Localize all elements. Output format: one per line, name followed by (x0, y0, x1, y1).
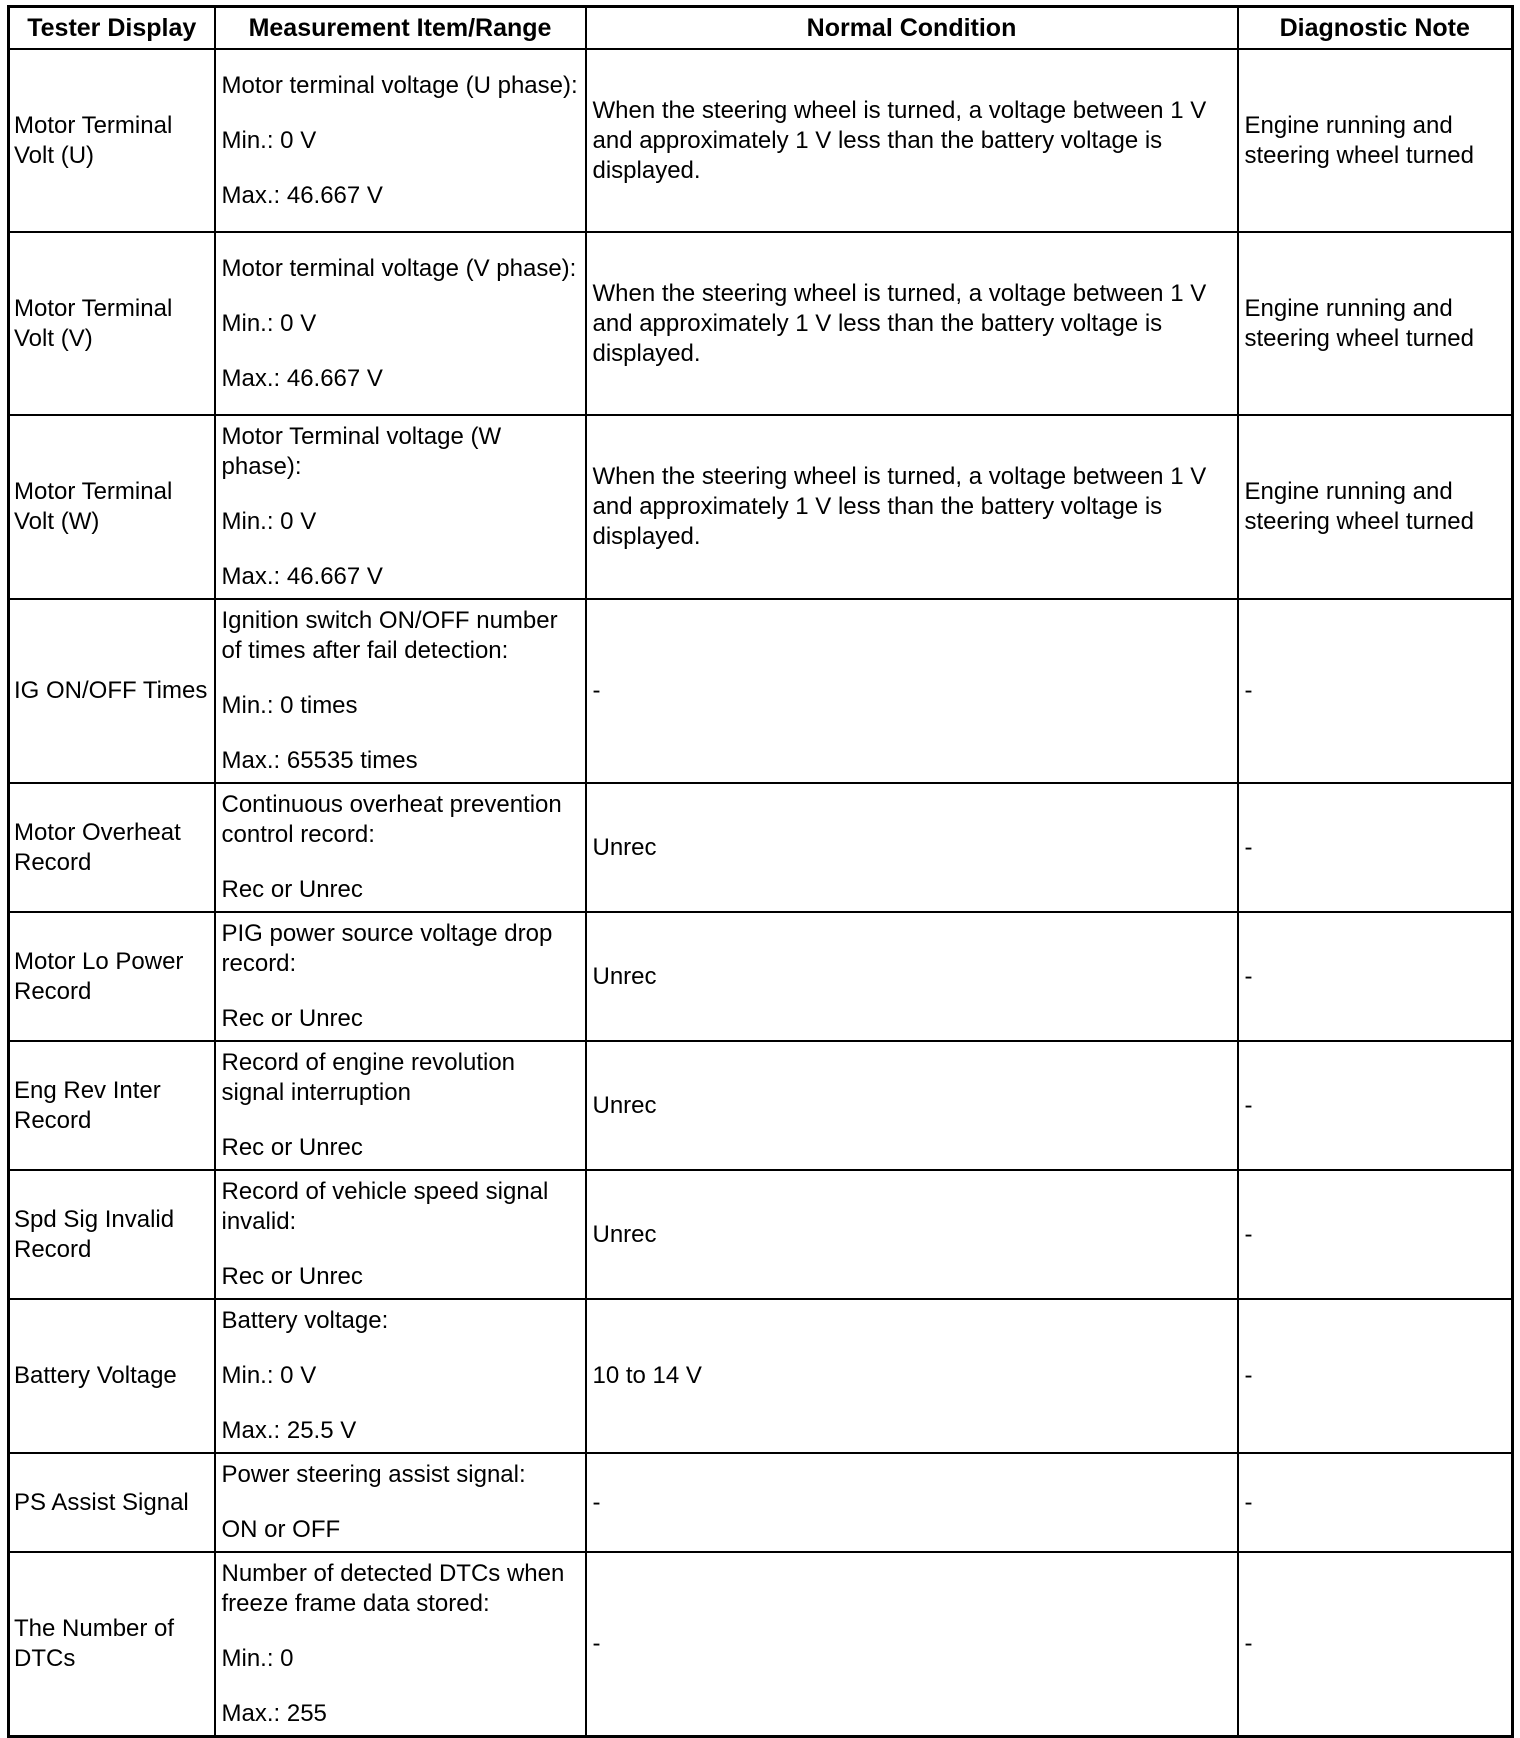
measurement-line: Max.: 25.5 V (221, 1417, 357, 1444)
spec-document (7, 5, 1511, 1738)
measurement-line: Min.: 0 V (221, 126, 317, 154)
measurement-line: PIG power source voltage drop record: (221, 920, 553, 977)
measurement-line: Number of detected DTCs when freeze frame data stored: (221, 1560, 565, 1617)
measurement-line: Record of vehicle speed signal invalid: (221, 1178, 549, 1235)
normal-condition-cell: - (586, 1453, 1238, 1552)
measurement-line: Power steering assist signal: (221, 1461, 526, 1488)
tester-display-cell: Eng Rev Inter Record (9, 1041, 215, 1170)
measurement-line: Max.: 46.667 V (221, 563, 383, 590)
header-tester-display: Tester Display (9, 7, 215, 50)
diagnostic-note-cell: - (1238, 1299, 1513, 1453)
measurement-line: Ignition switch ON/OFF number of times after fail detection: (221, 607, 558, 664)
measurement-line: Rec or Unrec (221, 1134, 363, 1161)
measurement-line: Min.: 0 V (221, 508, 317, 535)
normal-condition-cell: When the steering wheel is turned, a voltage between 1 V and approximately 1 V less than the battery voltage is displayed. (586, 232, 1238, 415)
normal-condition-cell: When the steering wheel is turned, a voltage between 1 V and approximately 1 V less than the battery voltage is displayed. (586, 49, 1238, 232)
diagnostic-note-cell: - (1238, 783, 1513, 912)
normal-condition-cell: Unrec (586, 1041, 1238, 1170)
normal-condition-cell: Unrec (586, 912, 1238, 1041)
diagnostic-note-cell: Engine running and steering wheel turned (1238, 232, 1513, 415)
table-row (9, 1453, 1513, 1552)
normal-condition-cell: When the steering wheel is turned, a voltage between 1 V and approximately 1 V less than the battery voltage is displayed. (586, 415, 1238, 599)
diagnostic-note-cell: Engine running and steering wheel turned (1238, 415, 1513, 599)
measurement-line: Battery voltage: (221, 1307, 389, 1334)
measurement-line: Rec or Unrec (221, 1263, 363, 1290)
measurement-line: Rec or Unrec (221, 1005, 363, 1032)
table-row (9, 49, 1513, 232)
header-diagnostic-note: Diagnostic Note (1238, 7, 1513, 50)
measurement-line: Max.: 46.667 V (221, 364, 383, 392)
table-row (9, 599, 1513, 783)
normal-condition-cell: 10 to 14 V (586, 1299, 1238, 1453)
table-row (9, 415, 1513, 599)
tester-display-cell: Motor Terminal Volt (W) (9, 415, 215, 599)
header-normal-condition: Normal Condition (586, 7, 1238, 50)
diagnostic-note-cell: Engine running and steering wheel turned (1238, 49, 1513, 232)
measurement-cell (215, 1170, 586, 1299)
data-list-table (7, 5, 1514, 1738)
normal-condition-cell: Unrec (586, 783, 1238, 912)
measurement-cell (215, 49, 586, 232)
tester-display-cell: Battery Voltage (9, 1299, 215, 1453)
table-row (9, 1299, 1513, 1453)
diagnostic-note-cell: - (1238, 912, 1513, 1041)
table-row (9, 1041, 1513, 1170)
tester-display-cell: The Number of DTCs (9, 1552, 215, 1737)
measurement-cell (215, 599, 586, 783)
normal-condition-cell: - (586, 1552, 1238, 1737)
measurement-line: Motor Terminal voltage (W phase): (221, 423, 502, 480)
header-row (9, 7, 1513, 50)
table-row (9, 1170, 1513, 1299)
measurement-line: Rec or Unrec (221, 876, 363, 903)
measurement-line: Max.: 46.667 V (221, 181, 383, 209)
table-row (9, 232, 1513, 415)
measurement-cell (215, 912, 586, 1041)
measurement-line: Continuous overheat prevention control record: (221, 791, 562, 848)
table-row (9, 912, 1513, 1041)
measurement-line: Max.: 255 (221, 1700, 327, 1727)
measurement-cell (215, 232, 586, 415)
normal-condition-cell: Unrec (586, 1170, 1238, 1299)
tester-display-cell: Motor Overheat Record (9, 783, 215, 912)
normal-condition-cell: - (586, 599, 1238, 783)
measurement-line: ON or OFF (221, 1516, 341, 1543)
measurement-cell (215, 783, 586, 912)
measurement-line: Min.: 0 V (221, 1362, 317, 1389)
measurement-cell (215, 1299, 586, 1453)
measurement-line: Max.: 65535 times (221, 747, 418, 774)
measurement-line: Min.: 0 times (221, 692, 358, 719)
measurement-line: Min.: 0 (221, 1645, 294, 1672)
tester-display-cell: IG ON/OFF Times (9, 599, 215, 783)
diagnostic-note-cell: - (1238, 1552, 1513, 1737)
measurement-cell (215, 1552, 586, 1737)
tester-display-cell: PS Assist Signal (9, 1453, 215, 1552)
measurement-cell (215, 1041, 586, 1170)
tester-display-cell: Motor Terminal Volt (U) (9, 49, 215, 232)
measurement-cell (215, 415, 586, 599)
table-row (9, 1552, 1513, 1737)
tester-display-cell: Motor Lo Power Record (9, 912, 215, 1041)
header-measurement-item: Measurement Item/Range (215, 7, 586, 50)
diagnostic-note-cell: - (1238, 599, 1513, 783)
tester-display-cell: Spd Sig Invalid Record (9, 1170, 215, 1299)
measurement-cell (215, 1453, 586, 1552)
diagnostic-note-cell: - (1238, 1170, 1513, 1299)
measurement-line: Motor terminal voltage (U phase): (221, 71, 578, 99)
tester-display-cell: Motor Terminal Volt (V) (9, 232, 215, 415)
diagnostic-note-cell: - (1238, 1041, 1513, 1170)
measurement-line: Record of engine revolution signal interruption (221, 1049, 516, 1106)
table-row (9, 783, 1513, 912)
diagnostic-note-cell: - (1238, 1453, 1513, 1552)
measurement-line: Min.: 0 V (221, 309, 317, 337)
measurement-line: Motor terminal voltage (V phase): (221, 254, 577, 282)
